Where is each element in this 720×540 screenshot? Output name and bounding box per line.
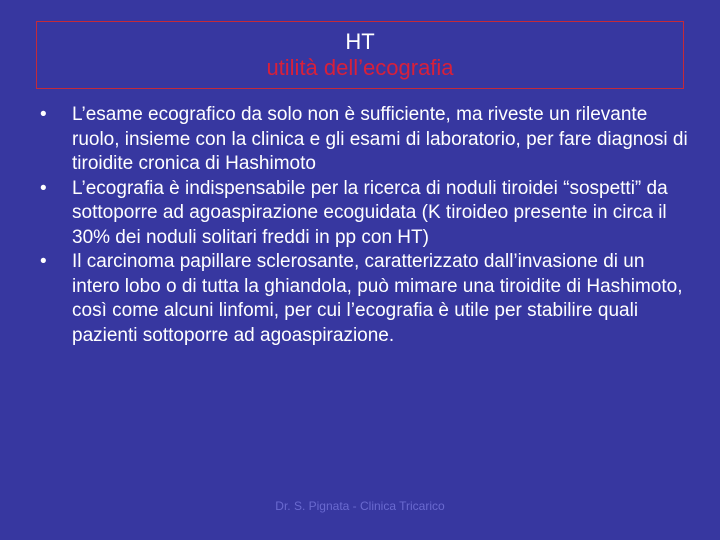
bullet-item xyxy=(30,250,690,348)
bullet-dot-icon: • xyxy=(40,251,47,272)
bullet-text: L’esame ecografico da solo non è sufficiente, ma riveste un rilevante ruolo, insieme con la clinica e gli esami di laboratorio, per fare diagnosi di tiroidite cronica di Hashimoto xyxy=(72,104,688,174)
bullet-item xyxy=(30,103,690,177)
bullet-dot-icon: • xyxy=(40,104,47,125)
title-box xyxy=(36,21,684,89)
slide-subtitle: utilità dell’ecografia xyxy=(266,55,454,80)
bullet-item xyxy=(30,177,690,251)
bullet-list xyxy=(30,103,690,348)
slide-title: HT xyxy=(345,29,375,54)
footer-credit: Dr. S. Pignata - Clinica Tricarico xyxy=(275,499,445,513)
bullet-text: Il carcinoma papillare sclerosante, caratterizzato dall’invasione di un intero lobo o di tutta la ghiandola, può mimare una tiroidite di Hashimoto, così come alcuni linfomi, per cui l’ecografia è utile per stabilire quali pazienti sottoporre ad agoaspirazione. xyxy=(72,251,683,346)
bullet-dot-icon: • xyxy=(40,177,47,199)
bullet-text: L’ecografia è indispensabile per la ricerca di noduli tiroidei “sospetti” da sottoporre ad agoaspirazione ecoguidata (K tiroideo presente in circa il 30% dei noduli solitari freddi in pp con HT) xyxy=(72,177,668,248)
